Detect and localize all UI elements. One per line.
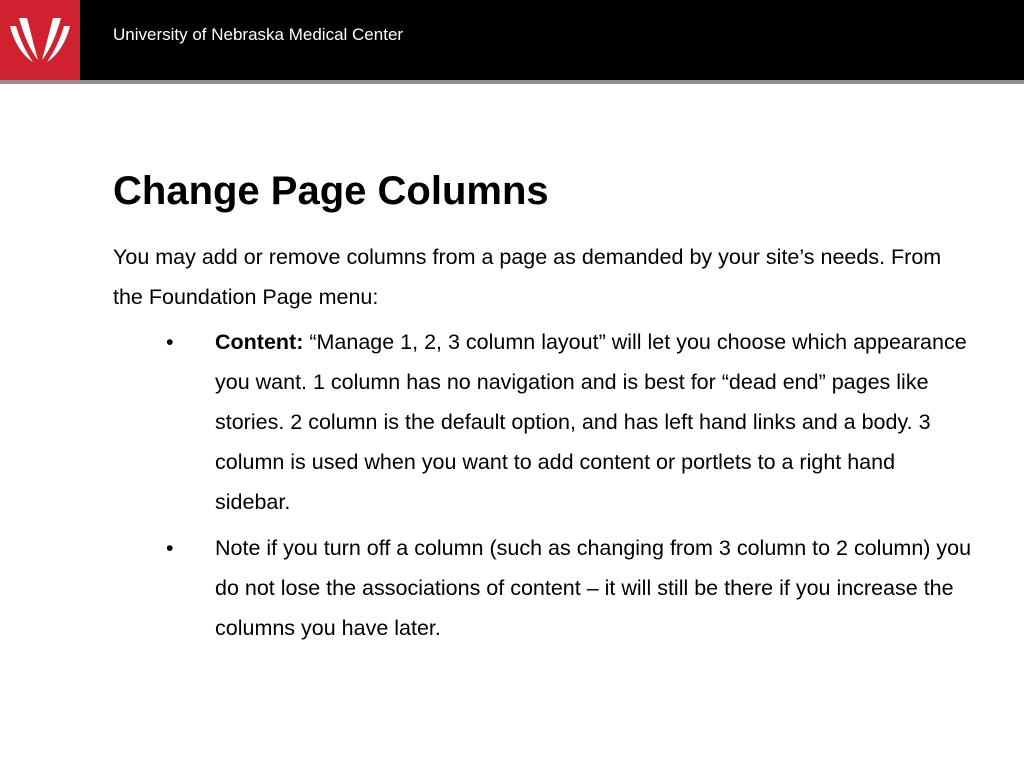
header-divider [0, 80, 1024, 84]
header-bar [0, 0, 1024, 80]
bullet-text: “Manage 1, 2, 3 column layout” will let you choose which appearance you want. 1 column has no navigation and is best for “dead end” pages like stories. 2 column is the default option, and has left hand links and a body. 3 column is used when you want to add content or portlets to a right hand sidebar. [215, 330, 967, 514]
unmc-logo [0, 0, 80, 80]
organization-name: University of Nebraska Medical Center [113, 25, 404, 44]
intro-paragraph: You may add or remove columns from a page as demanded by your site’s needs. From the Foundation Page menu: [113, 245, 942, 309]
bullet-marker: • [166, 536, 174, 560]
bullet-item-note [0, 528, 975, 648]
bullet-text: Note if you turn off a column (such as changing from 3 column to 2 column) you do not lose the associations of content – it will still be there if you increase the columns you have later. [215, 536, 972, 640]
bullet-list [0, 322, 1024, 654]
bullet-marker: • [166, 330, 174, 354]
slide-title: Change Page Columns [113, 169, 549, 213]
unmc-v-logo-icon [0, 0, 80, 80]
bullet-lead: Content: [215, 330, 304, 354]
bullet-item-content [0, 322, 975, 522]
